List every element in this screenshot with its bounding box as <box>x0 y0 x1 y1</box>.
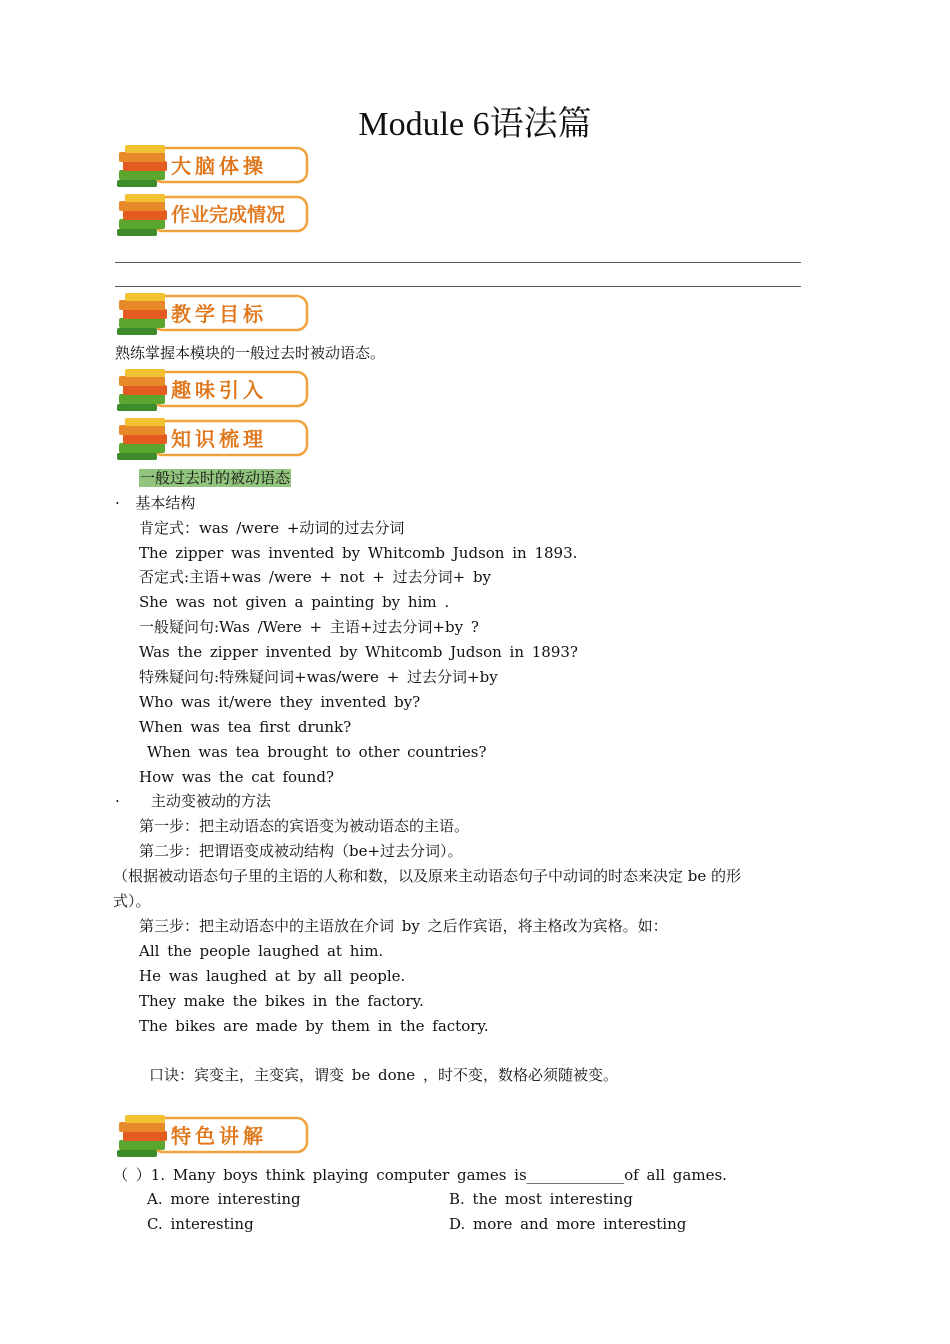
option-d: D. more and more interesting <box>449 1215 687 1233</box>
option-c: C. interesting <box>147 1215 254 1233</box>
text-line: Was the zipper invented by Whitcomb Judson in 1893? <box>139 643 578 661</box>
text-line: 特殊疑问句:特殊疑问词+was/were + 过去分词+by <box>139 668 498 686</box>
banner-label: 作业完成情况 <box>171 204 286 226</box>
section-heading <box>115 493 195 513</box>
bullet: · <box>115 792 120 810</box>
example-line: He was laughed at by all people. <box>139 967 406 985</box>
banner-label: 教学目标 <box>171 302 267 326</box>
example-line: The bikes are made by them in the factory. <box>139 1017 489 1035</box>
text-line: When was tea brought to other countries? <box>147 743 487 761</box>
text-line: 否定式:主语+was /were + not + 过去分词+ by <box>139 568 492 586</box>
topic-heading-text: 一般过去时的被动语态 <box>140 469 291 487</box>
text-line: How was the cat found? <box>139 768 334 786</box>
text-line: The zipper was invented by Whitcomb Judson in 1893. <box>139 544 578 562</box>
note-line: （根据被动语态句子里的主语的人称和数，以及原来主动语态句子中动词的时态来决定 be 的形 <box>113 867 742 885</box>
answer-paren: （ ） <box>113 1166 151 1184</box>
step-line: 第一步：把主动语态的宾语变为被动语态的主语。 <box>139 817 470 835</box>
option-b: B. the most interesting <box>449 1190 633 1208</box>
banner-goals <box>113 290 313 338</box>
option-a: A. more interesting <box>147 1190 301 1208</box>
question-line <box>113 1165 727 1185</box>
text-line: 一般疑问句:Was /Were + 主语+过去分词+by ? <box>139 618 479 636</box>
banner-label: 知识梳理 <box>171 427 267 451</box>
text-line: When was tea first drunk? <box>139 718 352 736</box>
section-heading-text: 基本结构 <box>135 494 196 512</box>
section-heading-text: 主动变被动的方法 <box>150 792 271 810</box>
step-line: 第二步：把谓语变成被动结构（be+过去分词）。 <box>139 842 463 860</box>
banner-knowledge <box>113 415 313 463</box>
banner-special <box>113 1112 313 1160</box>
banner-homework <box>113 191 313 239</box>
note-line: 式）。 <box>113 892 151 910</box>
rhyme-line: 口诀：宾变主，主变宾，谓变 be done ，时不变，数格必须随被变。 <box>149 1066 618 1084</box>
page-title: Module 6语法篇 <box>358 106 592 143</box>
topic-heading <box>139 468 291 488</box>
banner-label: 大脑体操 <box>171 154 267 178</box>
example-line: All the people laughed at him. <box>139 942 384 960</box>
banner-label: 特色讲解 <box>171 1124 267 1148</box>
banner-brain <box>113 142 313 190</box>
answer-line <box>115 286 801 287</box>
goal-text: 熟练掌握本模块的一般过去时被动语态。 <box>115 344 386 362</box>
bullet: · <box>115 494 120 512</box>
section-heading <box>115 791 271 811</box>
question-stem: 1. Many boys think playing computer games is_____________of all games. <box>150 1166 727 1184</box>
text-line: 肯定式：was /were +动词的过去分词 <box>139 519 405 537</box>
banner-label: 趣味引入 <box>171 378 267 402</box>
step-line: 第三步：把主动语态中的主语放在介词 by 之后作宾语，将主格改为宾格。如： <box>139 917 668 935</box>
text-line: She was not given a painting by him . <box>139 593 450 611</box>
banner-intro <box>113 366 313 414</box>
text-line: Who was it/were they invented by? <box>139 693 421 711</box>
example-line: They make the bikes in the factory. <box>139 992 424 1010</box>
answer-line <box>115 262 801 263</box>
